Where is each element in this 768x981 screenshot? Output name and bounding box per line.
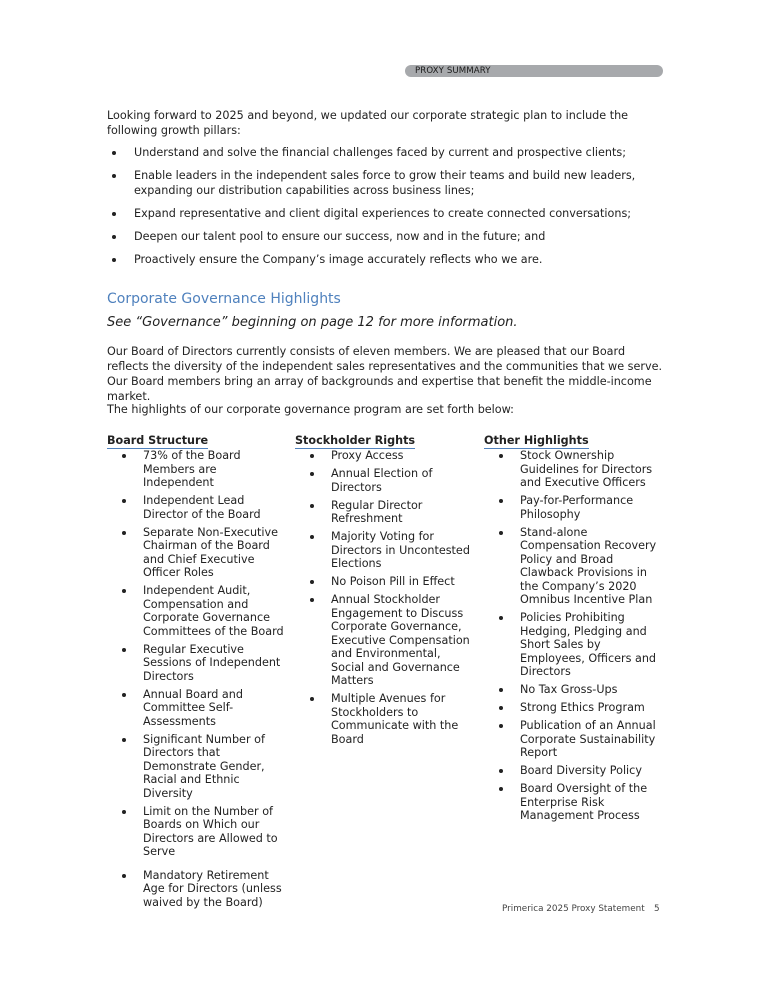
list-item: Strong Ethics Program: [484, 701, 664, 715]
list-item: Mandatory Retirement Age for Directors (unless waived by the Board): [107, 869, 287, 910]
list-item: Policies Prohibiting Hedging, Pledging and Short Sales by Employees, Officers and Directors: [484, 611, 664, 679]
intro-paragraph: Looking forward to 2025 and beyond, we updated our corporate strategic plan to include the following growth pillars:: [107, 109, 629, 137]
list-item: Enable leaders in the independent sales force to grow their teams and build new leaders, expanding our distribution capabilities across business lines;: [107, 168, 667, 198]
column-heading: Stockholder Rights: [295, 434, 416, 447]
list-item: Understand and solve the financial challenges faced by current and prospective clients;: [107, 145, 667, 160]
list-item: Annual Election of Directors: [295, 467, 475, 494]
list-item: Limit on the Number of Boards on Which our Directors are Allowed to Serve: [107, 805, 287, 859]
board-structure-column: [107, 434, 287, 914]
other-highlights-column: [484, 434, 664, 827]
section-header-label: PROXY SUMMARY: [415, 66, 491, 76]
list-item: Proxy Access: [295, 449, 475, 463]
growth-pillars-list: [107, 145, 667, 275]
list-item: Board Diversity Policy: [484, 764, 664, 778]
list-item: Regular Executive Sessions of Independent Directors: [107, 643, 287, 684]
list-item: 73% of the Board Members are Independent: [107, 449, 287, 490]
list-item: Annual Board and Committee Self-Assessments: [107, 688, 287, 729]
list-item: Separate Non-Executive Chairman of the Board and Chief Executive Officer Roles: [107, 526, 287, 580]
list-item: Stock Ownership Guidelines for Directors and Executive Officers: [484, 449, 664, 490]
list-item: Board Oversight of the Enterprise Risk Management Process: [484, 782, 664, 823]
list-item: No Poison Pill in Effect: [295, 575, 475, 589]
list-item: Deepen our talent pool to ensure our success, now and in the future; and: [107, 229, 667, 244]
section-subtitle: See “Governance” beginning on page 12 for more information.: [107, 315, 518, 330]
board-paragraph: Our Board of Directors currently consists of eleven members. We are pleased that our Board reflects the diversity of the independent sales representatives and the communities that we serve. Our Board members bring an array of backgrounds and expertise that benefit the middle-income market.: [107, 345, 663, 403]
list-item: Independent Lead Director of the Board: [107, 494, 287, 521]
list-item: No Tax Gross-Ups: [484, 683, 664, 697]
list-item: Stand-alone Compensation Recovery Policy and Broad Clawback Provisions in the Company’s 2020 Omnibus Incentive Plan: [484, 526, 664, 607]
stockholder-rights-column: [295, 434, 475, 751]
page-number: 5: [654, 904, 660, 914]
list-item: Proactively ensure the Company’s image accurately reflects who we are.: [107, 252, 667, 267]
section-title: Corporate Governance Highlights: [107, 291, 341, 307]
list-item: Regular Director Refreshment: [295, 499, 475, 526]
list-item: Expand representative and client digital experiences to create connected conversations;: [107, 206, 667, 221]
list-item: Independent Audit, Compensation and Corporate Governance Committees of the Board: [107, 584, 287, 638]
section-header-bar: [405, 65, 663, 77]
list-item: Pay-for-Performance Philosophy: [484, 494, 664, 521]
highlights-intro: The highlights of our corporate governance program are set forth below:: [107, 403, 514, 416]
list-item: Publication of an Annual Corporate Sustainability Report: [484, 719, 664, 760]
footer-title: Primerica 2025 Proxy Statement: [502, 904, 645, 914]
column-heading: Other Highlights: [484, 434, 589, 447]
list-item: Majority Voting for Directors in Uncontested Elections: [295, 530, 475, 571]
list-item: Annual Stockholder Engagement to Discuss Corporate Governance, Executive Compensation and Environmental, Social and Governance Matters: [295, 593, 475, 688]
list-item: Significant Number of Directors that Demonstrate Gender, Racial and Ethnic Diversity: [107, 733, 287, 801]
list-item: Multiple Avenues for Stockholders to Communicate with the Board: [295, 692, 475, 746]
column-heading: Board Structure: [107, 434, 209, 447]
